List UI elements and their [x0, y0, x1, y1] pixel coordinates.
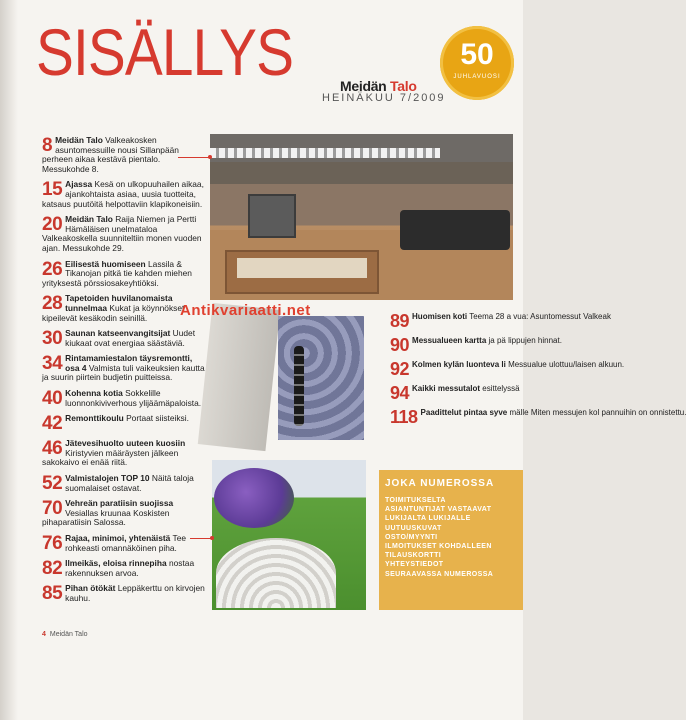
entry-text: Valmista tuli vaikeuksien kautta ja suurin piirtein budjetin puitteissa.	[42, 362, 205, 383]
toc-entry[interactable]	[42, 474, 206, 493]
toc-entry[interactable]	[42, 559, 206, 578]
entry-heading: Ajassa	[65, 179, 93, 190]
page-title: SISÄLLYS	[36, 15, 294, 89]
every-issue-item: UUTUUSKUVAT	[385, 524, 442, 532]
page-number: 30	[42, 328, 63, 350]
flower-basket	[214, 468, 294, 528]
magazine-logo-part1: Meidän	[340, 78, 387, 94]
page-number: 76	[42, 533, 63, 554]
entry-text: Tee rohkeasti omannäköinen piha.	[65, 533, 187, 553]
entry-heading: Huomisen koti	[412, 312, 468, 321]
page-footer	[42, 631, 88, 638]
toc-entry[interactable]	[42, 389, 206, 408]
page-number: 40	[42, 388, 63, 410]
page-number: 70	[42, 498, 63, 520]
entry-text: nostaa rakennuksen arvoa.	[65, 558, 195, 578]
lamp	[294, 346, 304, 426]
footer-label: Meidän Talo	[49, 631, 88, 638]
every-issue-heading: JOKA NUMEROSSA	[385, 478, 495, 489]
every-issue-box	[379, 470, 523, 610]
wallpaper-pattern	[278, 316, 364, 440]
page-number: 26	[42, 258, 63, 280]
entry-heading: Vehreän paratiisin suojissa	[65, 498, 174, 509]
entry-heading: Tapetoiden huvilanomaista tunnelmaa	[65, 293, 173, 313]
toc-entry[interactable]	[42, 260, 206, 289]
page-number: 4	[42, 631, 46, 638]
badge-number: 50	[460, 38, 494, 71]
issue-label: HEINÄKUU 7/2009	[322, 92, 446, 104]
entry-heading: Paadittelut pintaa syve	[420, 408, 508, 417]
entry-text: Teema 28 a vua: Asuntomessut Valkeak	[467, 312, 611, 321]
page-number: 52	[42, 473, 63, 495]
toc-entry[interactable]	[42, 329, 206, 348]
toc-entry[interactable]	[42, 136, 206, 174]
entry-text: Sokkelille luonnonkiviverhous ylijäämäpaloista.	[65, 388, 202, 408]
entry-heading: Jätevesihuolto uuteen kuosiin	[65, 438, 186, 449]
sandbox	[225, 250, 379, 294]
entry-heading: Meidän Talo	[55, 135, 103, 145]
page-number: 90	[390, 335, 410, 355]
page-number: 15	[42, 179, 63, 201]
entry-text: Kiristyvien määräysten jälkeen sakokaivo ei enää riitä.	[42, 447, 179, 468]
toc-entry[interactable]	[390, 384, 523, 402]
entry-text: Portaat siisteiksi.	[123, 413, 189, 424]
toc-entry[interactable]	[390, 407, 686, 427]
rock-border	[216, 538, 336, 608]
entry-text: Valkeakosken asuntomessuille nousi Sillanpään perheen aikaa kestävä pientalo. Messukohde 8.	[42, 135, 179, 174]
grill	[248, 194, 296, 238]
toc-entry[interactable]	[42, 180, 206, 209]
right-contents	[390, 311, 686, 432]
page-number: 118	[390, 407, 418, 427]
watermark: Antikvariaatti.net	[180, 302, 311, 319]
entry-text: Uudet kiukaat ovat energiaa säästäviä.	[65, 328, 196, 348]
every-issue-item: TILAUSKORTTI	[385, 552, 442, 560]
entry-heading: Eilisestä huomiseen	[65, 258, 146, 269]
entry-text: Vesiallas kruunaa Koskisten pihaparatiisin Salossa.	[42, 507, 170, 528]
every-issue-item: ILMOITUKSET KOHDALLEEN	[385, 543, 492, 551]
magazine-logo-part2: Talo	[390, 78, 417, 94]
entry-heading: Remonttikoulu	[65, 413, 124, 424]
entry-heading: Kohenna kotia	[65, 388, 123, 399]
entry-heading: Ilmeikäs, eloisa rinnepiha	[65, 558, 167, 569]
sauna-stove-photo	[198, 303, 280, 451]
every-issue-list	[385, 496, 493, 579]
page-number: 34	[42, 353, 63, 375]
page-number: 46	[42, 438, 63, 460]
page-number: 42	[42, 413, 63, 435]
house-awning	[210, 148, 440, 158]
page-number: 82	[42, 558, 63, 580]
anniversary-badge	[440, 26, 514, 100]
wallpaper-photo	[278, 316, 364, 440]
page-number: 85	[42, 583, 63, 605]
house-photo	[210, 134, 513, 300]
patio-furniture	[400, 210, 510, 250]
every-issue-item: SEURAAVASSA NUMEROSSA	[385, 570, 494, 578]
toc-entry[interactable]	[42, 439, 206, 468]
every-issue-item: TOIMITUKSELTA	[385, 497, 446, 504]
page-number: 28	[42, 293, 63, 315]
page-number: 89	[390, 311, 410, 331]
every-issue-item: OSTO/MYYNTI	[385, 533, 438, 541]
every-issue-item: LUKIJALTA LUKIJALLE	[385, 515, 471, 523]
toc-entry[interactable]	[42, 414, 206, 433]
page-number: 20	[42, 214, 63, 236]
entry-heading: Valmistalojen TOP 10	[65, 473, 150, 484]
page-number: 94	[390, 383, 410, 403]
badge-text: JUHLAVUOSI	[453, 74, 501, 80]
entry-heading: Messualueen kartta	[412, 336, 487, 345]
entry-text: Kesä on ulkopuuhailen aikaa, ajankohtaista asiaa, uusia tuotteita, katsaus puutöitä helpottaviin klapikoneisiin.	[42, 179, 204, 209]
entry-text: Leppäkerttu on kirvojen kauhu.	[65, 583, 205, 603]
toc-entry[interactable]	[42, 534, 206, 553]
sand	[237, 258, 367, 278]
entry-heading: Kolmen kylän luonteva li	[412, 360, 506, 369]
every-issue-item: ASIANTUNTIJAT VASTAAVAT	[385, 506, 492, 514]
table-of-contents	[42, 136, 206, 610]
entry-text: Raija Niemen ja Pertti Hämäläisen unelmataloa Valkeakoskella suunniteltiin monen vuoden ajan. Messukohde 29.	[42, 214, 202, 253]
entry-text: Näitä taloja suomalaiset ostavat.	[65, 473, 194, 493]
entry-heading: Meidän Talo	[65, 214, 113, 225]
every-issue-item: YHTEYSTIEDOT	[385, 561, 444, 569]
toc-entry[interactable]	[42, 499, 206, 528]
entry-text: mälle Miten messujen kol pannuihin on onnistettu.	[507, 408, 686, 417]
pointer-line-2	[190, 538, 212, 539]
toc-entry[interactable]	[390, 335, 562, 355]
entry-heading: Rintamamiestalon täysremontti, osa 4	[65, 353, 193, 373]
entry-text: ja pä lippujen hinnat.	[486, 336, 562, 345]
entry-heading: Kaikki messutalot	[412, 384, 481, 393]
toc-entry[interactable]	[42, 584, 206, 603]
page-number: 92	[390, 359, 410, 379]
pointer-line-1	[178, 157, 210, 158]
entry-heading: Pihan ötökät	[65, 583, 116, 594]
toc-entry[interactable]	[390, 359, 625, 379]
entry-text: Lassila & Tikanojan pitkä tie kahden miehen yrityksestä pörssiosakeyhtiöksi.	[42, 258, 192, 288]
toc-entry[interactable]	[42, 354, 206, 383]
entry-heading: Saunan katseenvangitsijat	[65, 328, 171, 339]
toc-entry[interactable]	[390, 311, 611, 331]
entry-text: Kukat ja köynnökset kipeilevät kesäkodin seinillä.	[42, 302, 185, 323]
toc-entry[interactable]	[42, 215, 206, 253]
page-gutter-shadow	[0, 0, 18, 720]
garden-photo	[212, 460, 366, 610]
entry-heading: Rajaa, minimoi, yhtenäistä	[65, 533, 171, 543]
entry-text: Messualue ulottuu/laisen alkuun.	[505, 360, 625, 369]
page-number: 8	[42, 135, 53, 156]
entry-text: esittelyssä	[480, 384, 520, 393]
